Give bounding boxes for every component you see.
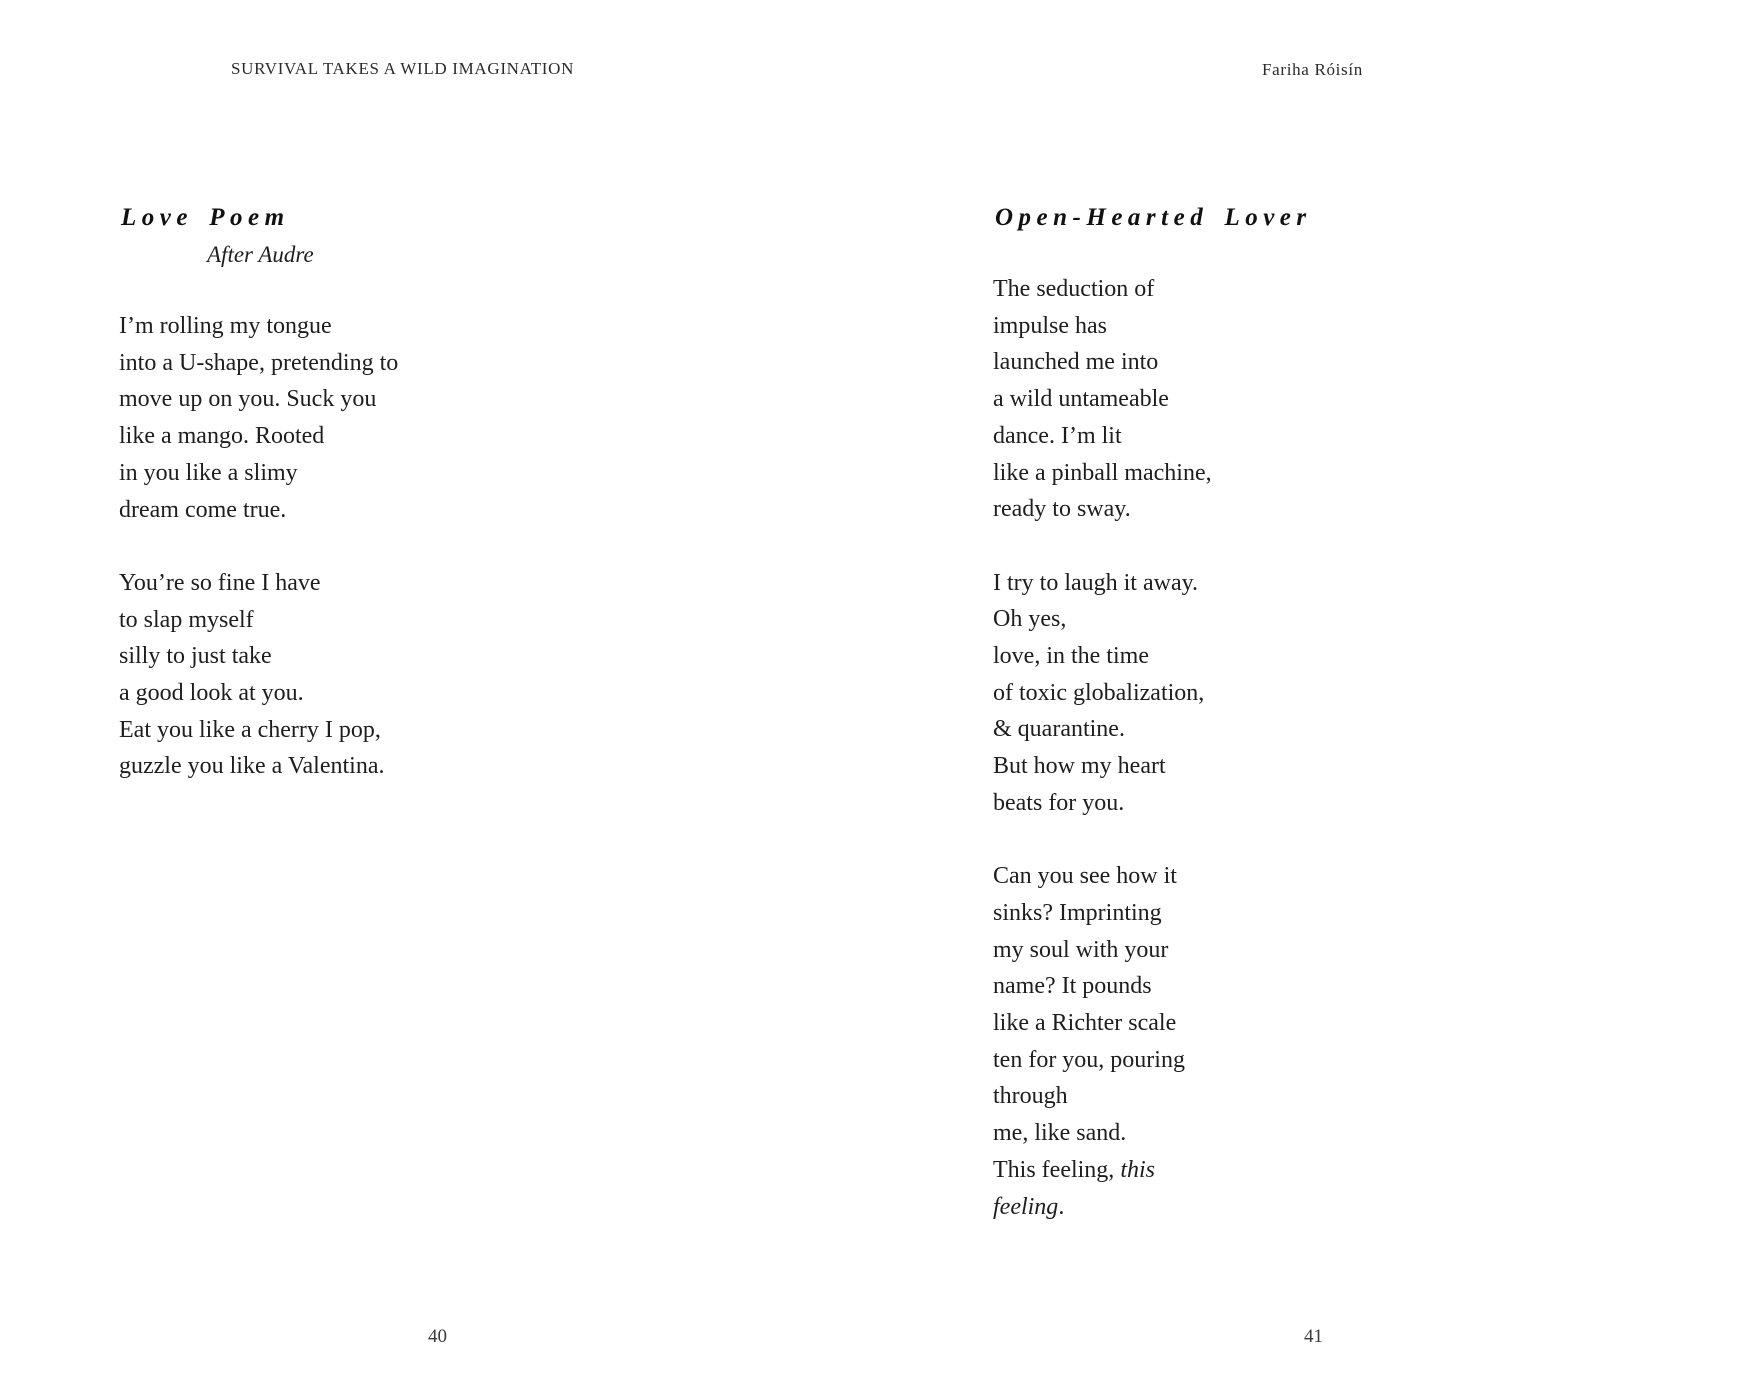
poem-body-open-hearted-lover [993, 271, 1553, 1225]
poem-title-love-poem: Love Poem [121, 204, 290, 231]
poem-line: Oh yes, [993, 606, 1067, 633]
poem-body-love-poem [119, 308, 679, 785]
poem-line: Can you see how it [993, 863, 1177, 890]
stanza [993, 858, 1553, 1225]
poem-line: dream come true. [119, 496, 287, 523]
poem-line: You’re so fine I have [119, 569, 321, 596]
poem-line: of toxic globalization, [993, 679, 1205, 706]
stanza [119, 565, 679, 785]
poem-line: like a Richter scale [993, 1010, 1177, 1037]
poem-title-open-hearted-lover: Open-Hearted Lover [995, 204, 1312, 231]
poem-line: love, in the time [993, 643, 1149, 670]
poem-line: & quarantine. [993, 716, 1125, 743]
poem-line: ten for you, pouring [993, 1046, 1185, 1073]
poem-line: me, like sand. [993, 1120, 1127, 1147]
running-head-book-title: SURVIVAL TAKES A WILD IMAGINATION [231, 59, 575, 78]
poem-line: a wild untameable [993, 386, 1169, 413]
poem-line: like a mango. Rooted [119, 423, 325, 450]
poem-line: my soul with your [993, 936, 1169, 963]
stanza [119, 308, 679, 528]
stanza [993, 271, 1553, 528]
page-right [876, 0, 1751, 1400]
poem-line: dance. I’m lit [993, 422, 1122, 449]
poem-line: silly to just take [119, 643, 272, 670]
stanza [993, 565, 1553, 822]
page-left [0, 0, 875, 1400]
poem-line: This feeling, this [993, 1156, 1155, 1183]
poem-line: The seduction of [993, 276, 1155, 302]
poem-line: guzzle you like a Valentina. [119, 753, 385, 780]
poem-line: name? It pounds [993, 973, 1152, 1000]
poem-line: impulse has [993, 312, 1107, 339]
poem-line: Eat you like a cherry I pop, [119, 716, 381, 743]
poem-line: beats for you. [993, 789, 1125, 816]
poem-line: in you like a slimy [119, 459, 298, 486]
page-number-right: 41 [1304, 1326, 1323, 1347]
poem-line: feeling. [993, 1193, 1065, 1220]
poem-dedication-after-audre: After Audre [207, 242, 314, 267]
poem-line: I’m rolling my tongue [119, 313, 332, 339]
poem-line: I try to laugh it away. [993, 569, 1199, 596]
poem-line: into a U-shape, pretending to [119, 349, 399, 376]
poem-line: like a pinball machine, [993, 459, 1212, 486]
poem-line: to slap myself [119, 606, 254, 633]
page-number-left: 40 [428, 1326, 447, 1347]
running-head-author-name: Fariha Róisín [1262, 60, 1363, 79]
poem-line: a good look at you. [119, 680, 304, 707]
poem-line: But how my heart [993, 753, 1166, 780]
poem-line: ready to sway. [993, 496, 1131, 523]
poem-line: move up on you. Suck you [119, 386, 377, 413]
poem-line: sinks? Imprinting [993, 899, 1162, 926]
poem-line: launched me into [993, 349, 1159, 376]
poem-line: through [993, 1083, 1068, 1110]
